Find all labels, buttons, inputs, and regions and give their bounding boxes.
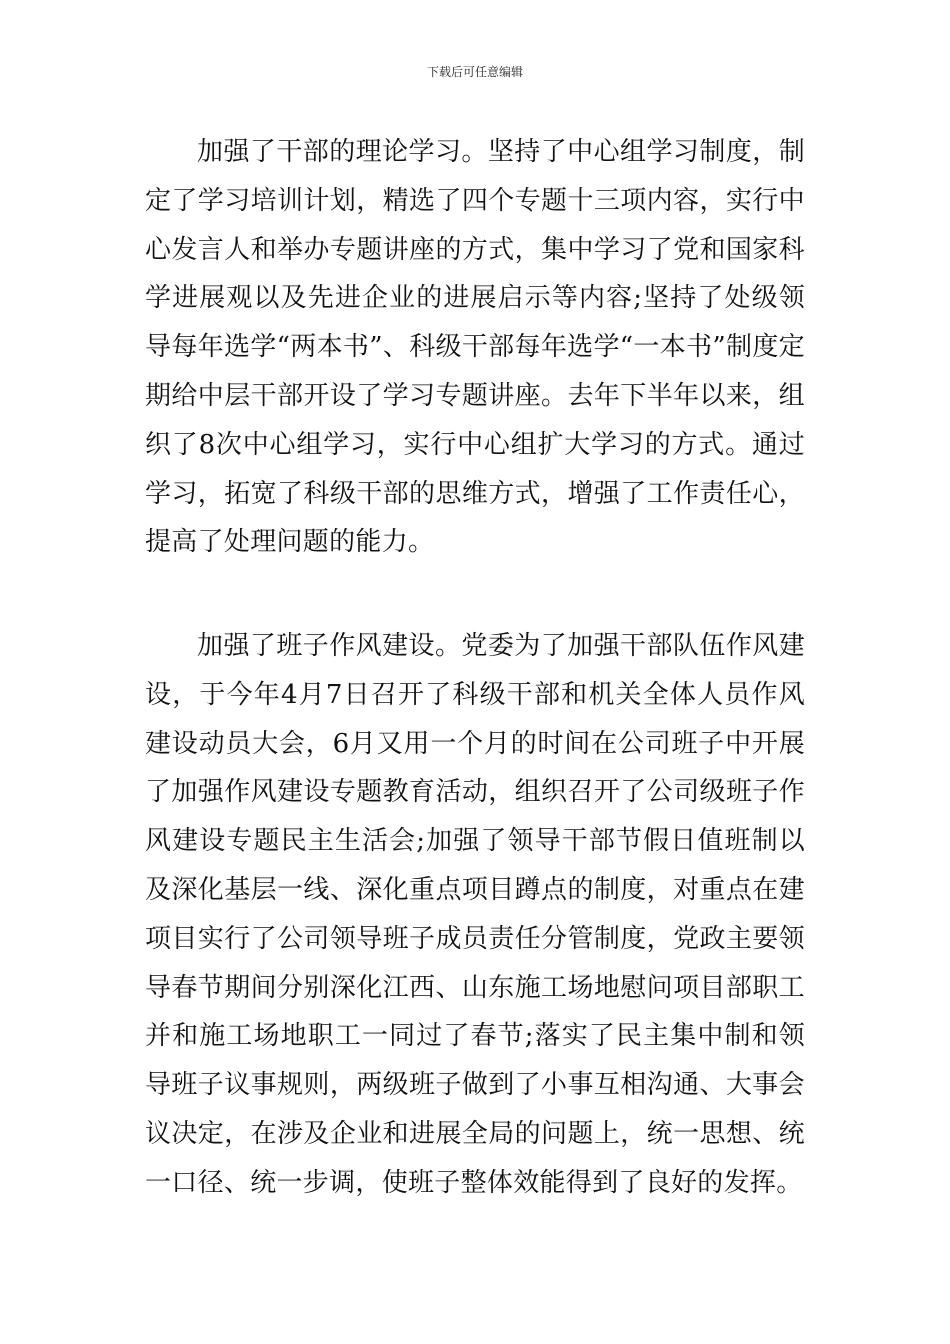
- paragraph-theory-study: 加强了干部的理论学习。坚持了中心组学习制度，制定了学习培训计划，精选了四个专题十三项内容，实行中心发言人和举办专题讲座的方式，集中学习了党和国家科学进展观以及先进企业的进展启示等内容;坚持了处级领导每年选学“两本书”、科级干部每年选学“一本书”制度定期给中层干部开设了学习专题讲座。去年下半年以来，组织了8次中心组学习，实行中心组扩大学习的方式。通过学习，拓宽了科级干部的思维方式，增强了工作责任心，提高了处理问题的能力。: [145, 137, 805, 558]
- page-header: 下载后可任意编辑: [426, 65, 523, 79]
- paragraph-work-style: 加强了班子作风建设。党委为了加强干部队伍作风建设，于今年4月7日召开了科级干部和机关全体人员作风建设动员大会，6月又用一个月的时间在公司班子中开展了加强作风建设专题教育活动，组织召开了公司级班子作风建设专题民主生活会;加强了领导干部节假日值班制以及深化基层一线、深化重点项目蹲点的制度，对重点在建项目实行了公司领导班子成员责任分管制度，党政主要领导春节期间分别深化江西、山东施工场地慰问项目部职工并和施工场地职工一同过了春节;落实了民主集中制和领导班子议事规则，两级班子做到了小事互相沟通、大事会议决定，在涉及企业和进展全局的问题上，统一思想、统一口径、统一步调，使班子整体效能得到了良好的发挥。: [145, 631, 805, 1198]
